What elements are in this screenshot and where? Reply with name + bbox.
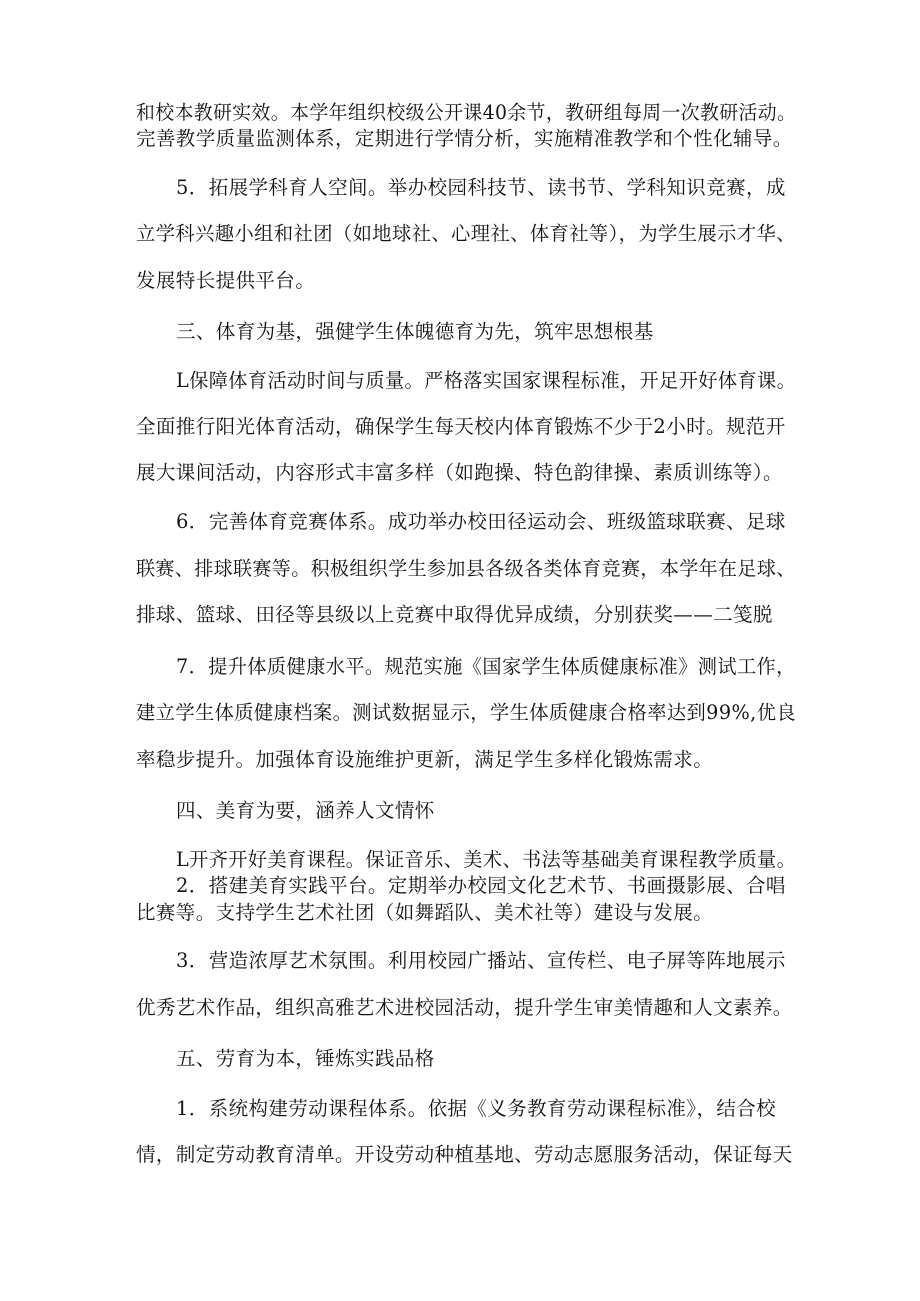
paragraph-line: 率稳步提升。加强体育设施维护更新，满足学生多样化锻炼需求。 xyxy=(136,748,714,771)
list-item-1: L保障体育活动时间与质量。严格落实国家课程标准，开足开好体育课。 xyxy=(176,369,797,392)
list-item-3: 3．营造浓厚艺术氛围。利用校园广播站、宣传栏、电子屏等阵地展示 xyxy=(176,949,786,972)
section-heading-arts: 四、美育为要，涵养人文情怀 xyxy=(176,799,435,822)
paragraph-line: 和校本教研实效。本学年组织校级公开课40余节，教研组每周一次教研活动。 xyxy=(136,101,797,124)
paragraph-line: 排球、篮球、田径等县级以上竞赛中取得优异成绩，分别获奖——二笺脱 xyxy=(136,603,773,626)
section-heading-labor: 五、劳育为本，锤炼实践品格 xyxy=(176,1047,435,1070)
paragraph-line: 建立学生体质健康档案。测试数据显示，学生体质健康合格率达到99%,优良 xyxy=(136,701,797,724)
paragraph-line: 发展特长提供平台。 xyxy=(136,269,316,292)
section-heading-sports: 三、体育为基，强健学生体魄德育为先，筑牢思想根基 xyxy=(176,320,654,343)
paragraph-line: 展大课间活动，内容形式丰富多样（如跑操、特色韵律操、素质训练等）。 xyxy=(136,461,783,484)
paragraph-line: 立学科兴趣小组和社团（如地球社、心理社、体育社等），为学生展示才华、 xyxy=(136,222,796,245)
paragraph-line: 完善教学质量监测体系，定期进行学情分析，实施精准教学和个性化辅导。 xyxy=(136,127,793,150)
list-item-6: 6．完善体育竞赛体系。成功举办校田径运动会、班级篮球联赛、足球 xyxy=(176,510,786,533)
paragraph-line: 优秀艺术作品，组织高雅艺术进校园活动，提升学生审美情趣和人文素养。 xyxy=(136,996,793,1019)
list-item-5: 5．拓展学科育人空间。举办校园科技节、读书节、学科知识竞赛，成 xyxy=(176,176,786,199)
list-item-1-labor: 1．系统构建劳动课程体系。依据《义务教育劳动课程标准》，结合校 xyxy=(176,1097,777,1120)
list-item-1-arts: L开齐开好美育课程。保证音乐、美术、书法等基础美育课程教学质量。 xyxy=(176,848,797,871)
paragraph-line: 全面推行阳光体育活动，确保学生每天校内体育锻炼不少于2小时。规范开 xyxy=(136,415,786,438)
paragraph-line: 情，制定劳动教育清单。开设劳动种植基地、劳动志愿服务活动，保证每天 xyxy=(136,1143,793,1166)
paragraph-line: 比赛等。支持学生艺术社团（如舞蹈队、美术社等）建设与发展。 xyxy=(136,901,714,924)
paragraph-line: 联赛、排球联赛等。积极组织学生参加县各级各类体育竞赛，本学年在足球、 xyxy=(136,557,796,580)
list-item-7: 7．提升体质健康水平。规范实施《国家学生体质健康标准》测试工作， xyxy=(176,655,796,678)
list-item-2: 2．搭建美育实践平台。定期举办校园文化艺术节、书画摄影展、合唱 xyxy=(176,874,786,897)
